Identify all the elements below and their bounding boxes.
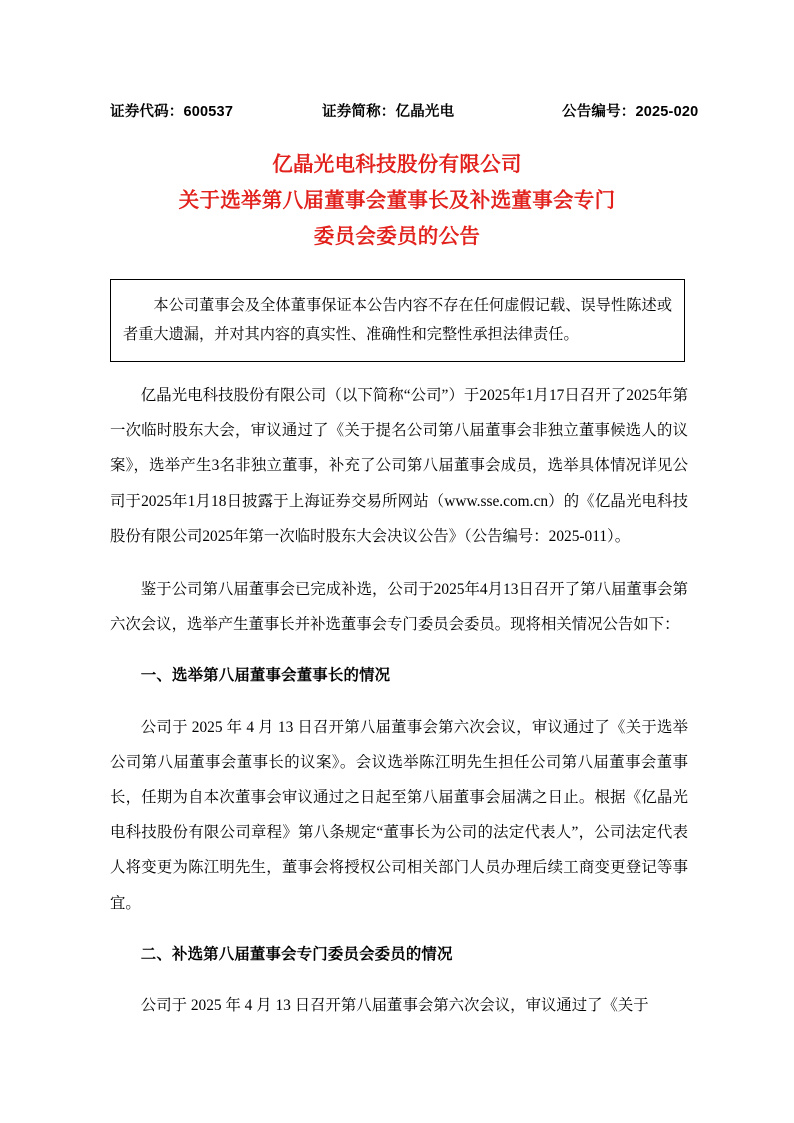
section-heading-1: 一、选举第八届董事会董事长的情况 — [140, 667, 391, 685]
heading-spacer — [110, 694, 688, 710]
section-heading-2: 二、补选第八届董事会专门委员会委员的情况 — [140, 945, 453, 963]
disclaimer-box — [110, 279, 685, 362]
security-code: 证券代码：600537 — [110, 104, 234, 120]
paragraph-3: 公司于 2025 年 4 月 13 日召开第八届董事会第六次会议，审议通过了《关于选举公司第八届董事会董事长的议案》。会议选举陈江明先生担任公司第八届董事会董事长，任期为自本次董事会审议通过之日起至第八届董事会届满之日止。根据《亿晶光电科技股份有限公司章程》第八条规定“董事长为公司的法定代表人”，公司法定代表人将变更为陈江明先生，董事会将授权公司相关部门人员办理后续工商变更登记等事宜。 — [110, 718, 688, 912]
announcement-number: 公告编号：2025-020 — [562, 104, 699, 120]
paragraph-spacer — [110, 554, 688, 572]
security-short-name: 证券简称：亿晶光电 — [322, 104, 455, 120]
document-body — [110, 378, 688, 1023]
paragraph-2: 鉴于公司第八届董事会已完成补选，公司于2025年4月13日召开了第八届董事会第六次会议，选举产生董事长并补选董事会专门委员会委员。现将相关情况公告如下： — [110, 581, 688, 634]
paragraph-4: 公司于 2025 年 4 月 13 日召开第八届董事会第六次会议，审议通过了《关于 — [140, 997, 649, 1015]
title-line-3: 委员会委员的公告 — [313, 225, 481, 248]
title-line-1: 亿晶光电科技股份有限公司 — [272, 153, 522, 176]
heading-spacer — [110, 972, 688, 988]
document-header — [110, 100, 699, 121]
page-title — [70, 147, 724, 255]
heading-spacer — [110, 921, 688, 937]
disclaimer-text: 本公司董事会及全体董事保证本公告内容不存在任何虚假记载、误导性陈述或者重大遗漏，并对其内容的真实性、准确性和完整性承担法律责任。 — [123, 297, 672, 343]
heading-spacer — [110, 642, 688, 658]
title-line-2: 关于选举第八届董事会董事长及补选董事会专门 — [178, 189, 616, 212]
paragraph-1: 亿晶光电科技股份有限公司（以下简称“公司”）于2025年1月17日召开了2025年第一次临时股东大会，审议通过了《关于提名公司第八届董事会非独立董事候选人的议案》，选举产生3名非独立董事，补充了公司第八届董事会成员，选举具体情况详见公司于2025年1月18日披露于上海证券交易所网站（www.sse.com.cn）的《亿晶光电科技股份有限公司2025年第一次临时股东大会决议公告》（公告编号：2025-011）。 — [110, 387, 688, 545]
